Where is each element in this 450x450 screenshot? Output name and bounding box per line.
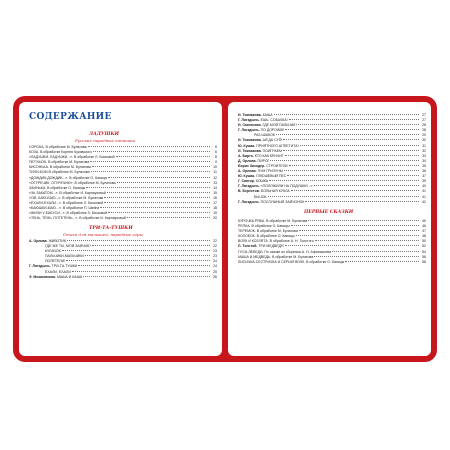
toc-entry-author: И. Токмакова. (238, 138, 262, 143)
toc-entry-text: ТИЛИ-БОМ В обработке М. Булатова (29, 170, 90, 175)
toc-page-number: 22 (213, 239, 217, 243)
toc-entry-author: И. Токмакова. (238, 113, 262, 117)
dot-leader (62, 250, 210, 251)
dot-leader (108, 212, 210, 213)
toc-page-number: 17 (213, 201, 217, 206)
dot-leader (284, 170, 419, 171)
toc-page-number: 30 (422, 138, 426, 143)
toc-page-number: 16 (213, 195, 217, 200)
dot-leader (66, 260, 210, 261)
dot-leader (72, 271, 210, 272)
toc-page-number: 37 (422, 174, 426, 179)
toc-entry-text: «ЛАДУШКИ, ЛАДУШКИ...». В обработке Л. Бисковой (29, 155, 115, 160)
toc-page-number: 23 (213, 249, 217, 254)
toc-page-number: 46 (422, 224, 426, 229)
toc-entry-author: Борис Заходер. (238, 163, 266, 168)
toc-entry-text: КОЗА. В обработке Корнея Чуковского (29, 150, 92, 155)
dot-leader (86, 187, 210, 188)
dot-leader (268, 196, 420, 197)
toc-entry-text: ПОСЛУШНЫЙ ЗАЙЧОНОК (260, 199, 305, 204)
dot-leader (285, 155, 419, 156)
toc-entry-author: А. Орлова. (29, 239, 48, 243)
dot-leader (291, 190, 419, 191)
toc-entry-text: ТРИ МЕДВЕДЯ (258, 244, 284, 249)
toc-entry-text: ГДЕ ЖЕ ТЫ, МОЙ ЗАЙЧИК? (45, 244, 91, 249)
toc-entry-text: ТРИ-ТА-ТУШКИ (51, 264, 78, 269)
toc-entry-text: КТО КАК КРИЧИТ (254, 153, 284, 158)
dot-leader (308, 220, 419, 221)
toc-entry-text: «ЕХАЛИ-ЕХАЛИ...». В обработке Л. Бисковой (29, 201, 104, 206)
toc-page-number: 18 (213, 206, 217, 211)
toc-page-number: 27 (422, 113, 426, 117)
toc-entry-text: ЛИСИЧКА-СЕСТРИЧКА И СЕРЫЙ ВОЛК. В обработке О. Капицы (238, 259, 345, 264)
toc-page-number: 32 (422, 148, 426, 153)
toc-row (29, 275, 217, 280)
toc-entry-text: ГДЕ МОЙ ПАЛЬЧИК? (262, 123, 298, 128)
dot-leader (300, 145, 419, 146)
toc-entry-text: ПЛЮШЕВЫЙ ПЕС (256, 174, 287, 179)
dot-leader (269, 180, 419, 181)
toc-page-number: 36 (422, 169, 426, 174)
toc-page-number: 33 (422, 153, 426, 158)
toc-page-number: 28 (422, 123, 426, 128)
toc-page-number: 29 (422, 133, 426, 138)
dot-leader (296, 235, 419, 236)
toc-page-number: 6 (215, 145, 217, 149)
toc-row (238, 200, 426, 205)
toc-page-number: 12 (213, 175, 217, 180)
dot-leader (104, 197, 210, 198)
toc-entry-text: КИСОНЬКА. В обработке М. Булатова (29, 165, 91, 170)
toc-entry-text: КОШКА (255, 179, 269, 184)
toc-page-number: 45 (422, 219, 426, 223)
toc-entry-text: «ДОЖДИК-ДОЖДИК...». В обработке О. Капицы (29, 175, 108, 180)
toc-entry-text: КОЛОБОК. В обработке О. Капицы (238, 234, 295, 239)
toc-page-number: 19 (213, 211, 217, 216)
toc-page-number: 58 (422, 259, 426, 264)
left-page (19, 102, 222, 356)
toc-page-number: 15 (213, 190, 217, 195)
toc-entry-text: РАЗ ШАЖОК (254, 133, 275, 138)
section-subheading-tritatushki: Стихи для малышей, народные игры (63, 232, 143, 237)
toc-entry-text: ПРИЯТНОГО АППЕТИТА! (256, 143, 299, 148)
toc-page-number: 23 (213, 254, 217, 259)
book-spread (13, 96, 437, 362)
dot-leader (92, 166, 210, 167)
toc-entry-title (29, 275, 82, 280)
toc-entry-text: ЕХАЛИ, ЕХАЛИ (45, 269, 71, 274)
toc-row (29, 216, 217, 221)
toc-entry-author: Г. Лагздынь. (29, 264, 51, 269)
toc-page-number: 25 (213, 269, 217, 274)
dot-leader (332, 251, 419, 252)
toc-entry-text: ЕШЬ, СОБАЧКА! (260, 118, 288, 123)
dot-leader (305, 201, 419, 202)
toc-entry-text: АЙ ДА СУП! (262, 138, 283, 143)
toc-entry-text: МАША И КАША (56, 274, 83, 279)
dot-leader (107, 192, 210, 193)
toc-page-number: 24 (213, 264, 217, 269)
toc-page-number: 31 (422, 143, 426, 148)
dot-leader (116, 156, 210, 157)
dot-leader (287, 175, 419, 176)
toc-list-pervye-skazki (238, 219, 426, 265)
dot-leader (90, 161, 210, 162)
section-heading-ladushki: ЛАДУШКИ (89, 132, 119, 137)
toc-page-number: 14 (213, 185, 217, 190)
toc-page-number: 52 (422, 244, 426, 249)
toc-entry-text: «БАЮШКИ-БАЮ...». В обработке П. Шейна (29, 206, 100, 211)
toc-page-number: 35 (422, 163, 426, 168)
toc-list-tritatushki (29, 239, 217, 280)
dot-leader (127, 217, 210, 218)
dot-leader (285, 245, 419, 246)
toc-page-number: 10 (213, 165, 217, 170)
dot-leader (83, 276, 210, 277)
toc-page-number: 24 (213, 259, 217, 264)
dot-leader (289, 165, 419, 166)
toc-entry-author: Г. Лагздынь. (238, 118, 260, 123)
toc-page-number: 26 (213, 274, 217, 279)
right-page (228, 102, 431, 356)
toc-page-number: 22 (213, 244, 217, 249)
toc-page-number: 54 (422, 249, 426, 254)
toc-entry-text: КУЛАЧОК (45, 249, 61, 254)
toc-entry-text: ПУМ ГРИЗУНЫ (257, 169, 283, 174)
toc-entry-text: ПАЛЬЧИКИ-МАЛЬЧИКИ (45, 254, 84, 259)
toc-list-continued (238, 113, 426, 205)
dot-leader (91, 171, 210, 172)
dot-leader (270, 160, 419, 161)
toc-entry-text: ПОЛЕТЕЛИ! (45, 259, 66, 264)
dot-leader (289, 119, 419, 120)
dot-leader (299, 230, 419, 231)
dot-leader (315, 240, 419, 241)
dot-leader (108, 177, 210, 178)
toc-page-number: 20 (213, 216, 217, 221)
toc-entry-author: А. Орлова. (238, 169, 257, 174)
toc-entry-text: МАША И МЕДВЕДЬ. В обработке М. Булатова (238, 254, 314, 259)
toc-page-number: 9 (215, 160, 217, 165)
toc-entry-author: Д. Орлова. (238, 158, 257, 163)
dot-leader (100, 207, 210, 208)
toc-entry-author: Ю. Кушак. (238, 143, 256, 148)
toc-entry-author: Г. Лагздынь. (238, 199, 260, 204)
toc-entry-title (238, 260, 344, 265)
toc-page-number: 11 (213, 170, 217, 175)
toc-entry-text: ГУСИ-ЛЕБЕДИ. По сказке из сборника А. Н. Афанасьева (238, 249, 331, 254)
toc-entry-text: СТРОИТЕЛИ (266, 163, 288, 168)
dot-leader (93, 151, 210, 152)
dot-leader (78, 265, 210, 266)
toc-entry-text: БОЛЬНАЯ КУКЛА (260, 189, 290, 194)
toc-entry-text: «ТЕНЬ, ТЕНЬ, ПОТЕТЕНЬ...». В обработке И. Карнауховой (29, 216, 126, 221)
dot-leader (67, 240, 210, 241)
dot-leader (283, 150, 419, 151)
dot-leader (104, 202, 210, 203)
dot-leader (345, 261, 419, 262)
dot-leader (298, 124, 419, 125)
toc-entry-author: Н. Сакопская. (238, 123, 262, 128)
toc-entry-text: ЗАИНЬКА. В обработке О. Капицы (29, 185, 86, 190)
toc-page-number: 47 (422, 229, 426, 234)
dot-leader (85, 255, 210, 256)
toc-page-number: 39 (422, 179, 426, 184)
toc-entry-text: ТЕРЕМОК. В обработке М. Булатова (238, 229, 298, 234)
toc-entry-title (238, 200, 304, 205)
toc-entry-text: ПЕТУШОК. В обработке М. Булатова (29, 160, 90, 165)
toc-page-number: 6 (215, 150, 217, 155)
toc-entry-author: Г. Лагздынь. (238, 184, 260, 189)
toc-entry-text: ЖИВОТИК (48, 239, 66, 243)
dot-leader (291, 225, 419, 226)
dot-leader (88, 146, 210, 147)
toc-list-ladushki (29, 145, 217, 221)
toc-page-number: 48 (422, 234, 426, 239)
toc-page-number: 8 (215, 155, 217, 160)
toc-entry-text: ПИРОГ (257, 158, 270, 163)
toc-page-number: 40 (422, 184, 426, 189)
dot-leader (117, 182, 210, 183)
toc-page-number: 50 (422, 239, 426, 244)
toc-entry-author: И. Токмакова. (238, 148, 262, 153)
toc-page-number: 27 (422, 118, 426, 123)
toc-entry-text: ВОЛК И КОЗЛЯТА. В обработке А. Н. Толстого (238, 239, 314, 244)
dot-leader (285, 129, 419, 130)
page-title: СОДЕРЖАНИЕ (29, 112, 112, 122)
dot-leader (314, 185, 420, 186)
toc-entry-author: Э. Мошковская. (29, 274, 56, 279)
toc-entry-text: КАША (262, 113, 273, 117)
toc-page-number: 41 (422, 189, 426, 194)
dot-leader (283, 139, 419, 140)
toc-page-number: 34 (422, 158, 426, 163)
toc-entry-author: Л. Толстой. (238, 244, 258, 249)
toc-entry-text: СОРОКА. В обработке М. Булатова (29, 145, 87, 149)
toc-row (238, 260, 426, 265)
toc-entry-text: РЕПКА. В обработке О. Капицы (238, 224, 290, 229)
section-heading-pervye-skazki: ПЕРВЫЕ СКАЗКИ (304, 210, 354, 215)
toc-entry-text: «ЗА ЗАКАТОМ...». В обработке И. Карнауховой (29, 190, 106, 195)
toc-entry-author: А. Барто. (238, 153, 254, 158)
toc-entry-text: «ЖИЛИ У БАБУСИ...». В обработке Л. Бисковой (29, 211, 108, 216)
dot-leader (274, 114, 419, 115)
dot-leader (314, 256, 419, 257)
toc-entry-text: ПОИГРАЕМ (262, 148, 282, 153)
dot-leader (276, 134, 419, 135)
toc-entry-author: Г. Лагздынь. (238, 128, 260, 133)
toc-entry-text: ПО ДОРОЖКЕ (260, 128, 285, 133)
toc-page-number: 42 (422, 199, 426, 204)
toc-page-number: 56 (422, 254, 426, 259)
toc-page-number: 28 (422, 128, 426, 133)
toc-entry-text: БЫЧОК (254, 194, 267, 199)
toc-page-number: 13 (213, 180, 217, 185)
toc-entry-title (29, 216, 126, 221)
toc-entry-author: Г. Сапгир. (238, 179, 255, 184)
toc-entry-text: «ПОЛОЖИЛИ НА ПОДУШКИ...» (260, 184, 313, 189)
toc-entry-author: В. Берестов. (238, 189, 260, 194)
toc-page-number: 41 (422, 194, 426, 199)
toc-entry-text: «ОЙ, БАЮ-БАЮ...». В обработке М. Булатова (29, 195, 104, 200)
section-subheading-ladushki: Русские народные потешки (75, 138, 136, 143)
section-heading-tritatushki: ТРИ-ТА-ТУШКИ (89, 226, 133, 231)
dot-leader (92, 245, 210, 246)
toc-entry-author: Ю. Кушак. (238, 174, 256, 179)
toc-entry-text: КУРОЧКА РЯБА. В обработке М. Булатова (238, 219, 308, 223)
toc-entry-text: «ОГУРЕЧИК, ОГУРЕЧИК!». В обработке М. Булатова (29, 180, 116, 185)
